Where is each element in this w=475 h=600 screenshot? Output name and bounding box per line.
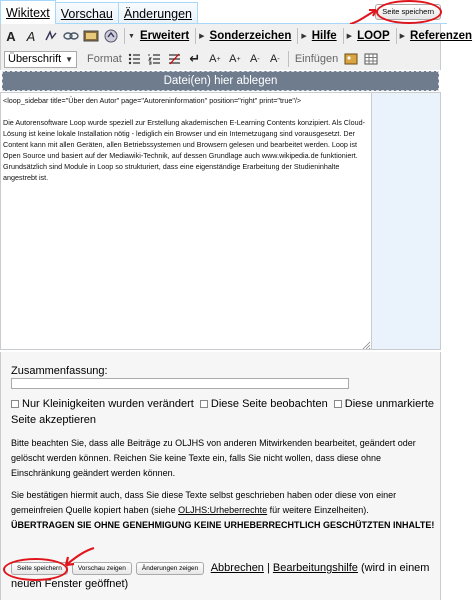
save-button[interactable]: Seite speichern (11, 562, 68, 575)
chevron-down-icon: ▼ (128, 32, 135, 40)
toolbar-separator (124, 28, 125, 44)
chevron-right-icon: ▶ (301, 33, 307, 40)
toolbar-separator (343, 28, 344, 44)
copyright-notice: Bitte beachten Sie, dass alle Beiträge zu OLJHS von anderen Mitwirkenden bearbeitet, geändert oder gelöscht werden können. Reichen Sie keine Texte ein, falls Sie nicht wollen, dass diese ohne Einschränkung geändert werden können. (11, 438, 416, 478)
tab-wikitext[interactable]: Wikitext (0, 0, 56, 24)
italic-icon[interactable]: A (26, 28, 36, 44)
reference-icon[interactable] (103, 27, 119, 45)
editor-paragraph: Die Autorensoftware Loop wurde speziell zur Erstellung akademischen E-Learning Contents konzipiert. Als Cloud-Lösung ist keine lokale Installation nötig - lediglich ein Browser und ein Internetzugang sind vorausgesetzt. Der Content kann mit allen Geräten, allen Betriebssystemen und Browsern gelesen und bearbeitet werden. Loop ist Open Source und basiert auf der Mediawiki-Technik, auf dessen Grundlage auch www.wikipedia.de funktioniert. Grundsätzlich sind Module in Loop so strukturiert, dass eine eigenständige Erarbeitung der Studieninhalte angestrebt ist. (3, 118, 365, 182)
toolbar-separator (297, 28, 298, 44)
editor-line-sidebar-tag: <loop_sidebar title="Über den Autor" page="Autoreninformation" position="right" print="true"/> (3, 96, 302, 105)
numbered-list-icon[interactable] (147, 50, 163, 68)
save-button-top[interactable]: Seite speichern (375, 4, 441, 20)
new-line-icon[interactable]: ↵ (189, 51, 201, 66)
minor-edit-checkbox[interactable] (11, 400, 19, 408)
link-icon[interactable] (63, 27, 79, 45)
insert-label: Einfügen (294, 53, 339, 65)
license-text-after: für weitere Einzelheiten). (267, 505, 369, 515)
format-select-value: Überschrift (8, 52, 62, 65)
edit-checkboxes (11, 396, 436, 428)
license-notice (11, 488, 436, 533)
accept-unmarked-checkbox[interactable] (334, 400, 342, 408)
summary-input[interactable] (11, 378, 349, 389)
toolbar-row-1 (1, 25, 475, 47)
bold-icon[interactable]: A (6, 28, 16, 44)
toolbar-separator (195, 28, 196, 44)
accept-unmarked-label: Diese unmarkierte Seite akzeptieren (11, 398, 435, 426)
watch-page-checkbox[interactable] (200, 400, 208, 408)
chevron-down-icon: ▼ (65, 54, 73, 64)
table-icon[interactable] (363, 50, 379, 68)
toolbar-separator (396, 28, 397, 44)
toolbar-link-loop[interactable]: LOOP (357, 30, 390, 42)
license-text-before: Sie bestätigen hiermit auch, dass Sie diese Texte selbst geschrieben haben oder diese von einer gemeinfreien Quelle kopiert haben (siehe (11, 490, 397, 515)
preview-button[interactable]: Vorschau zeigen (72, 562, 132, 575)
chevron-right-icon: ▶ (399, 33, 406, 40)
watch-page-label: Diese Seite beobachten (210, 398, 328, 410)
subscript-icon[interactable]: A + (229, 53, 241, 65)
toolbar-separator (288, 51, 289, 67)
actions-separator: | (267, 562, 270, 574)
gallery-icon[interactable] (343, 50, 359, 68)
toolbar-link-erweitert[interactable]: Erweitert (139, 30, 190, 42)
no-wiki-icon[interactable] (167, 50, 183, 68)
signature-icon[interactable] (43, 27, 59, 45)
editor-side-panel (372, 92, 441, 350)
minor-edit-label: Nur Kleinigkeiten wurden verändert (22, 398, 194, 410)
big-text-icon[interactable]: A - (250, 53, 260, 65)
summary-label: Zusammenfassung: (11, 365, 108, 377)
toolbar-link-hilfe[interactable]: Hilfe (311, 30, 337, 42)
superscript-icon[interactable]: A + (209, 53, 221, 65)
bullet-list-icon[interactable] (127, 50, 143, 68)
cancel-link[interactable]: Abbrechen (210, 562, 264, 574)
toolbar-row-2 (1, 48, 381, 70)
annotation-arrow-bottom (58, 545, 96, 575)
file-drop-zone[interactable]: Datei(en) hier ablegen (2, 71, 439, 91)
tab-vorschau[interactable]: Vorschau (55, 2, 119, 24)
editing-help-link[interactable]: Bearbeitungshilfe (272, 562, 358, 574)
copyright-link[interactable]: OLJHS:Urheberrechte (178, 505, 268, 515)
annotation-ring-top (376, 0, 442, 24)
editor-toolbar (0, 24, 473, 70)
tab-aenderungen[interactable]: Änderungen (118, 2, 198, 24)
chevron-right-icon: ▶ (199, 33, 205, 40)
show-changes-button[interactable]: Änderungen zeigen (136, 562, 204, 575)
editing-help-note: (wird in einem neuen Fenster geöffnet) (11, 562, 430, 590)
resize-handle-icon[interactable] (362, 341, 371, 350)
chevron-right-icon: ▶ (346, 33, 353, 40)
wikitext-textarea[interactable] (0, 92, 372, 350)
format-select[interactable] (4, 51, 77, 68)
toolbar-link-sonderzeichen[interactable]: Sonderzeichen (209, 30, 292, 42)
image-icon[interactable] (83, 27, 99, 45)
small-text-icon[interactable]: A - (270, 53, 280, 65)
toolbar-link-referenzen[interactable]: Referenzen (410, 30, 473, 42)
format-label: Format (87, 53, 122, 65)
copyright-warning: ÜBERTRAGEN SIE OHNE GENEHMIGUNG KEINE URHEBERRECHTLICH GESCHÜTZTEN INHALTE! (11, 520, 435, 530)
